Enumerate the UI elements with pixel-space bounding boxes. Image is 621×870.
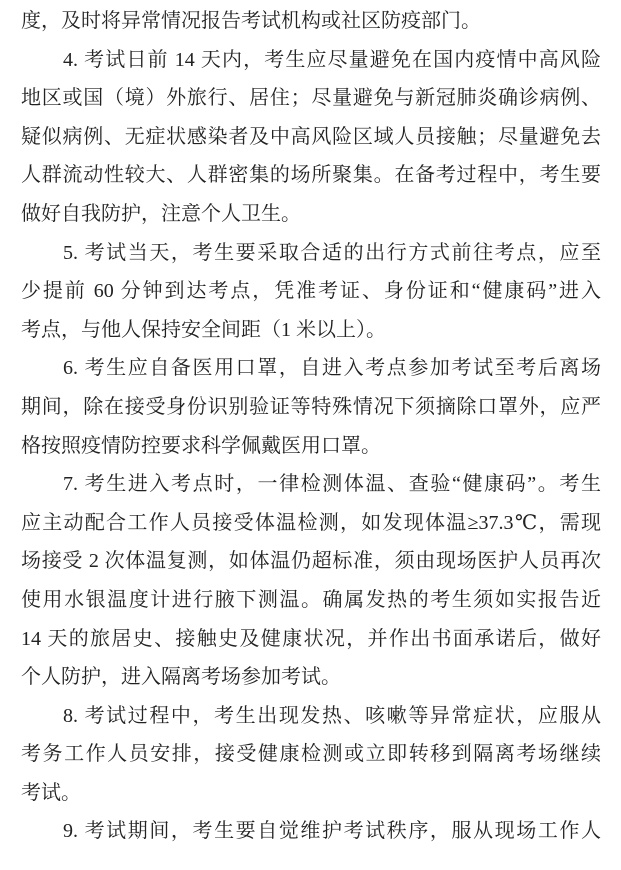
document-body (21, 2, 601, 851)
text-line: 做好自我防护，注意个人卫生。 (21, 202, 301, 225)
text-line: 格按照疫情防控要求科学佩戴医用口罩。 (21, 434, 381, 457)
text-line: 考点，与他人保持安全间距（1 米以上）。 (21, 318, 386, 341)
text-line: 地区或国（境）外旅行、居住；尽量避免与新冠肺炎确诊病例、 (21, 87, 601, 110)
text-line: 疑似病例、无症状感染者及中高风险区域人员接触；尽量避免去 (21, 125, 601, 148)
text-line: 度，及时将异常情况报告考试机构或社区防疫部门。 (21, 10, 481, 32)
text-line: 6. 考生应自备医用口罩，自进入考点参加考试至考后离场 (63, 357, 601, 380)
text-line: 7. 考生进入考点时，一律检测体温、查验“健康码”。考生 (63, 473, 601, 496)
text-line: 个人防护，进入隔离考场参加考试。 (21, 666, 341, 689)
text-line: 期间，除在接受身份识别验证等特殊情况下须摘除口罩外，应严 (21, 395, 601, 418)
text-line: 14 天的旅居史、接触史及健康状况，并作出书面承诺后，做好 (21, 627, 601, 650)
text-line: 4. 考试日前 14 天内，考生应尽量避免在国内疫情中高风险 (63, 48, 601, 71)
text-line: 使用水银温度计进行腋下测温。确属发热的考生须如实报告近 (21, 588, 601, 611)
text-line: 5. 考试当天，考生要采取合适的出行方式前往考点，应至 (63, 241, 601, 264)
text-line: 8. 考试过程中，考生出现发热、咳嗽等异常症状，应服从 (63, 704, 601, 727)
text-line: 场接受 2 次体温复测，如体温仍超标准，须由现场医护人员再次 (21, 550, 601, 573)
text-line: 考务工作人员安排，接受健康检测或立即转移到隔离考场继续 (21, 743, 601, 766)
text-line: 考试。 (21, 781, 81, 804)
text-line: 9. 考试期间，考生要自觉维护考试秩序，服从现场工作人 (63, 820, 601, 843)
text-line: 少提前 60 分钟到达考点，凭准考证、身份证和“健康码”进入 (21, 280, 601, 303)
text-line: 应主动配合工作人员接受体温检测，如发现体温≥37.3℃，需现 (21, 511, 601, 534)
text-line: 人群流动性较大、人群密集的场所聚集。在备考过程中，考生要 (21, 164, 601, 187)
